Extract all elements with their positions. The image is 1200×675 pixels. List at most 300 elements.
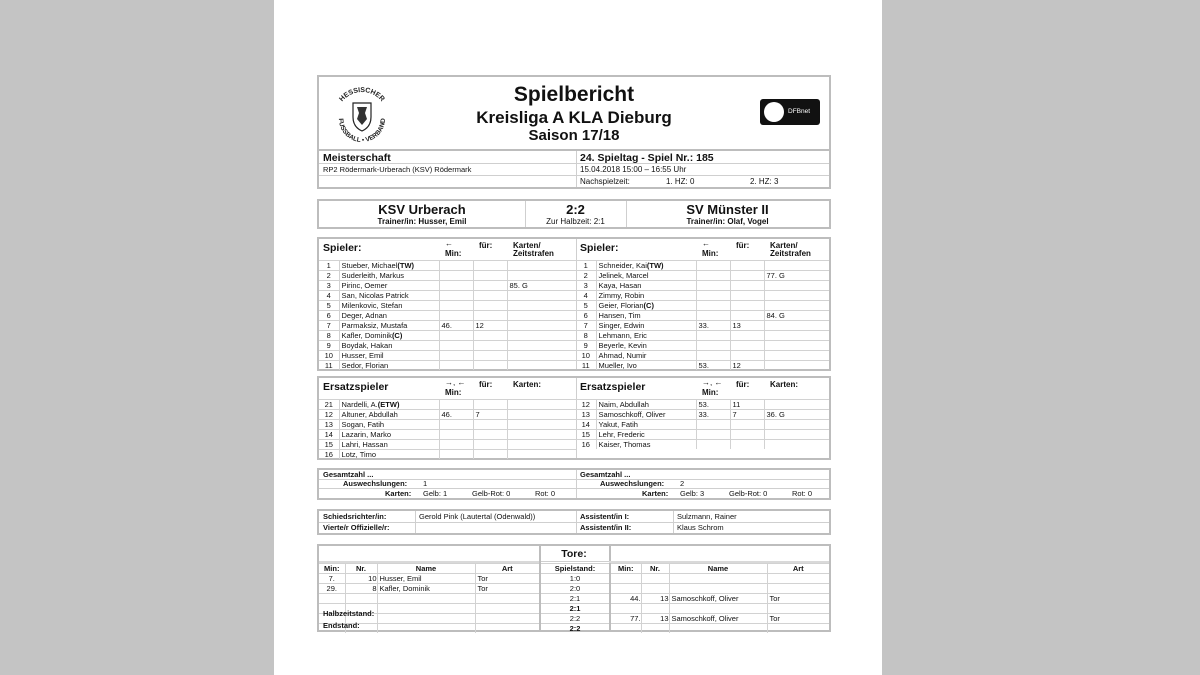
nr-col-header: Nr. [641, 564, 669, 574]
score-row [541, 614, 609, 624]
card-info: 85. G [507, 281, 576, 291]
player-role-tag: (TW) [646, 261, 664, 270]
sub-minute [696, 351, 730, 361]
home-player-row [319, 351, 576, 361]
player-number: 16 [319, 450, 339, 460]
totals-panel [317, 468, 831, 500]
away-player-row [576, 321, 829, 331]
card-info [764, 430, 829, 440]
card-info [507, 351, 576, 361]
player-name: Jelinek, Marcel [598, 271, 649, 280]
goal-player-name: Samoschkoff, Oliver [669, 594, 767, 604]
min-header: Min: [445, 249, 462, 258]
sub-minute [696, 311, 730, 321]
name-col-header: Name [377, 564, 475, 574]
sub-minute: 46. [439, 410, 473, 420]
away-goal-row [611, 594, 829, 604]
empty-cell [767, 584, 829, 594]
min-header: Min: [702, 388, 719, 397]
card-info [764, 341, 829, 351]
assistant2-name: Klaus Schrom [677, 523, 724, 532]
player-name: Hansen, Tim [598, 311, 641, 320]
cards-header: Karten: [770, 380, 799, 389]
player-name-cell [596, 400, 696, 410]
player-name-cell [339, 420, 439, 430]
player-number: 14 [319, 430, 339, 440]
cards-header: Karten/ [513, 241, 541, 250]
away-sub-row [576, 440, 829, 450]
score-progress-table [541, 563, 609, 633]
extra-time-half1: 1. HZ: 0 [666, 177, 695, 186]
home-subs-table [319, 399, 576, 459]
player-name: Sogan, Fatih [341, 420, 385, 429]
sub-for [473, 281, 507, 291]
for-header: für: [736, 241, 750, 250]
sub-minute: 53. [696, 361, 730, 371]
sub-minute [439, 291, 473, 301]
sub-for [730, 311, 764, 321]
player-name-cell [339, 271, 439, 281]
goal-player-name: Kafler, Dominik [377, 584, 475, 594]
player-number: 5 [319, 301, 339, 311]
home-player-row [319, 271, 576, 281]
player-name-cell [339, 450, 439, 460]
sub-for [730, 271, 764, 281]
away-player-row [576, 271, 829, 281]
player-number: 9 [319, 341, 339, 351]
player-number: 6 [576, 311, 596, 321]
for-header: für: [736, 380, 750, 389]
player-name: Geier, Florian [598, 301, 644, 310]
dfbnet-logo [760, 99, 820, 125]
empty-cell [475, 624, 539, 634]
sub-for [730, 430, 764, 440]
player-name: Deger, Adnan [341, 311, 387, 320]
empty-cell [767, 624, 829, 634]
away-yellow-red: Gelb-Rot: 0 [729, 489, 768, 498]
player-name-cell [339, 281, 439, 291]
final-score: 2:2 [566, 202, 585, 217]
home-subs-count: 1 [423, 479, 428, 488]
home-sub-row [319, 410, 576, 420]
sub-for [473, 361, 507, 371]
home-player-row [319, 331, 576, 341]
goal-type: Tor [767, 614, 829, 624]
away-yellow: Gelb: 3 [680, 489, 705, 498]
lineups-panel [317, 237, 831, 371]
card-info: 36. G [764, 410, 829, 420]
player-name: Beyerle, Kevin [598, 341, 647, 350]
empty-cell [475, 614, 539, 624]
goal-minute: 29. [319, 584, 345, 594]
card-info [764, 400, 829, 410]
sub-for [473, 450, 507, 460]
player-name: Parmaksiz, Mustafa [341, 321, 408, 330]
player-name: Kaya, Hasan [598, 281, 642, 290]
sub-minute [696, 331, 730, 341]
score-value: 2:2 [541, 624, 609, 634]
svg-text:FUSSBALL • VERBAND: FUSSBALL • VERBAND [336, 118, 388, 145]
goal-player-number: 13 [641, 614, 669, 624]
card-info [764, 301, 829, 311]
sub-minute [696, 420, 730, 430]
player-number: 10 [319, 351, 339, 361]
home-sub-row [319, 400, 576, 410]
empty-cell [641, 584, 669, 594]
away-sub-row [576, 420, 829, 430]
player-name-cell [596, 351, 696, 361]
match-info [317, 149, 831, 189]
sub-for [730, 331, 764, 341]
player-number: 8 [319, 331, 339, 341]
sub-for: 12 [730, 361, 764, 371]
sub-for [730, 291, 764, 301]
sub-for [730, 351, 764, 361]
card-info [764, 281, 829, 291]
goal-minute: 44. [611, 594, 641, 604]
player-number: 9 [576, 341, 596, 351]
player-number: 6 [319, 311, 339, 321]
away-goal-row [611, 624, 829, 634]
player-number: 3 [319, 281, 339, 291]
home-team: KSV Urberach [378, 202, 466, 217]
card-info [507, 341, 576, 351]
card-info [507, 361, 576, 371]
venue: RP2 Rödermark-Urberach (KSV) Rödermark [323, 165, 472, 174]
empty-cell [641, 624, 669, 634]
goal-minute: 7. [319, 574, 345, 584]
score-value: 2:0 [541, 584, 609, 594]
player-name-cell [339, 341, 439, 351]
sub-minute: 46. [439, 321, 473, 331]
type-col-header: Art [767, 564, 829, 574]
goal-player-name: Husser, Emil [377, 574, 475, 584]
card-info [507, 400, 576, 410]
sub-minute [696, 281, 730, 291]
empty-cell [475, 594, 539, 604]
sub-minute [439, 400, 473, 410]
report-title: Spielbericht [513, 83, 635, 106]
penalties-header: Zeitstrafen [770, 249, 811, 258]
home-player-row [319, 301, 576, 311]
player-name: Yakut, Fatih [598, 420, 638, 429]
away-trainer: Trainer/in: Olaf, Vogel [686, 217, 769, 226]
sub-for [473, 430, 507, 440]
player-role-tag: (C) [643, 301, 654, 310]
sub-for [730, 301, 764, 311]
min-header: Min: [702, 249, 719, 258]
home-player-row [319, 281, 576, 291]
away-goals-table [611, 563, 829, 633]
halftime-label: Halbzeitstand: [323, 609, 375, 618]
home-player-row [319, 361, 576, 371]
home-sub-row [319, 420, 576, 430]
goal-type: Tor [475, 574, 539, 584]
player-name-cell [339, 311, 439, 321]
away-goal-row [611, 584, 829, 594]
away-sub-row [576, 410, 829, 420]
subs-count-label: Auswechslungen: [600, 479, 665, 488]
card-info [507, 271, 576, 281]
away-player-row [576, 311, 829, 321]
sub-minute [696, 271, 730, 281]
sub-minute [439, 430, 473, 440]
for-header: für: [479, 241, 493, 250]
score-value: 1:0 [541, 574, 609, 584]
player-name-cell [596, 410, 696, 420]
sub-minute [439, 361, 473, 371]
player-number: 14 [576, 420, 596, 430]
player-name-cell [339, 301, 439, 311]
extra-time-label: Nachspielzeit: [580, 177, 630, 186]
goal-player-name: Samoschkoff, Oliver [669, 614, 767, 624]
sub-minute [439, 331, 473, 341]
arrow-swap-icon: →, ← [702, 378, 723, 387]
empty-cell [611, 584, 641, 594]
totals-label: Gesamtzahl ... [323, 470, 374, 479]
assistant1-label: Assistent/in I: [580, 512, 630, 521]
goal-type: Tor [767, 594, 829, 604]
dfb-emblem-icon [764, 102, 784, 122]
sub-for [473, 301, 507, 311]
player-number: 1 [319, 261, 339, 271]
type-col-header: Art [475, 564, 539, 574]
away-goal-row [611, 614, 829, 624]
player-number: 7 [319, 321, 339, 331]
player-name-cell [596, 361, 696, 371]
arrow-out-icon: ← [702, 239, 710, 248]
card-info [507, 291, 576, 301]
sub-minute [439, 281, 473, 291]
player-name-cell [339, 261, 439, 271]
empty-cell [669, 604, 767, 614]
away-team: SV Münster II [686, 202, 769, 217]
arrow-swap-icon: →, ← [445, 378, 466, 387]
away-goal-row [611, 604, 829, 614]
score-panel [317, 199, 831, 229]
away-player-row [576, 301, 829, 311]
home-sub-row [319, 450, 576, 460]
away-player-row [576, 331, 829, 341]
home-red: Rot: 0 [535, 489, 556, 498]
players-header: Spieler: [323, 242, 362, 254]
empty-cell [611, 624, 641, 634]
sub-for [473, 311, 507, 321]
card-info [507, 301, 576, 311]
player-name: Lehr, Frederic [598, 430, 645, 439]
card-info [507, 321, 576, 331]
away-player-row [576, 281, 829, 291]
sub-for [473, 291, 507, 301]
season-title: Saison 17/18 [528, 127, 620, 144]
goal-type: Tor [475, 584, 539, 594]
sub-minute: 53. [696, 400, 730, 410]
player-number: 15 [319, 440, 339, 450]
cards-header: Karten: [513, 380, 542, 389]
player-name-cell [596, 321, 696, 331]
sub-minute [439, 420, 473, 430]
home-sub-row [319, 440, 576, 450]
empty-cell [669, 584, 767, 594]
player-number: 11 [576, 361, 596, 371]
player-name-cell [339, 410, 439, 420]
subs-count-label: Auswechslungen: [343, 479, 408, 488]
empty-cell [641, 604, 669, 614]
player-name-cell [596, 440, 696, 450]
card-info [507, 420, 576, 430]
player-name: Nardelli, A. [341, 400, 378, 409]
home-players-table [319, 260, 576, 370]
empty-cell [377, 604, 475, 614]
card-info [764, 321, 829, 331]
card-info [764, 331, 829, 341]
player-role-tag: (C) [391, 331, 403, 340]
sub-for [473, 271, 507, 281]
empty-cell [669, 574, 767, 584]
card-info [507, 311, 576, 321]
score-row [541, 574, 609, 584]
player-number: 10 [576, 351, 596, 361]
player-name-cell [339, 321, 439, 331]
goal-minute: 77. [611, 614, 641, 624]
player-number: 12 [319, 410, 339, 420]
player-name: Lehmann, Eric [598, 331, 647, 340]
player-number: 2 [319, 271, 339, 281]
player-name-cell [596, 331, 696, 341]
empty-cell [377, 614, 475, 624]
sub-minute: 33. [696, 321, 730, 331]
score-row [541, 624, 609, 634]
player-number: 1 [576, 261, 596, 271]
totals-label: Gesamtzahl ... [580, 470, 631, 479]
card-info [507, 440, 576, 450]
home-player-row [319, 291, 576, 301]
sub-minute [696, 440, 730, 450]
sub-minute [696, 430, 730, 440]
match-datetime: 15.04.2018 15:00 – 16:55 Uhr [580, 165, 687, 174]
score-header-row [541, 564, 609, 574]
player-name-cell [596, 311, 696, 321]
player-name-cell [339, 361, 439, 371]
home-trainer: Trainer/in: Husser, Emil [377, 217, 467, 226]
league-title: Kreisliga A KLA Dieburg [476, 108, 672, 127]
score-row [541, 584, 609, 594]
player-name-cell [596, 271, 696, 281]
for-header: für: [479, 380, 493, 389]
subs-header: Ersatzspieler [323, 381, 389, 393]
empty-cell [345, 594, 377, 604]
home-yellow-red: Gelb-Rot: 0 [472, 489, 511, 498]
away-player-row [576, 351, 829, 361]
sub-minute [439, 351, 473, 361]
player-name: Boydak, Hakan [341, 341, 393, 350]
score-value: 2:1 [541, 594, 609, 604]
player-name-cell [339, 351, 439, 361]
away-player-row [576, 261, 829, 271]
player-name: Stueber, Michael [341, 261, 398, 270]
goals-header: Tore: [561, 548, 587, 560]
player-name: Altuner, Abdullah [341, 410, 398, 419]
card-info [764, 351, 829, 361]
sub-minute [439, 311, 473, 321]
player-name: Lazarin, Marko [341, 430, 392, 439]
sub-for [730, 420, 764, 430]
report-header [317, 75, 831, 151]
player-name-cell [596, 420, 696, 430]
card-info [507, 261, 576, 271]
empty-cell [377, 624, 475, 634]
goal-player-number: 13 [641, 594, 669, 604]
svg-text:HESSISCHER: HESSISCHER [338, 86, 386, 104]
sub-minute [439, 261, 473, 271]
fourth-official-label: Vierte/r Offizielle/r: [323, 523, 390, 532]
away-subs-table [576, 399, 829, 449]
competition: Meisterschaft [323, 152, 391, 164]
referee-name: Gerold Pink (Lautertal (Odenwald)) [419, 512, 536, 521]
score-value: 2:2 [541, 614, 609, 624]
home-player-row [319, 341, 576, 351]
away-player-row [576, 291, 829, 301]
assistant1-name: Sulzmann, Rainer [677, 512, 737, 521]
player-number: 13 [319, 420, 339, 430]
player-number: 15 [576, 430, 596, 440]
score-value: 2:1 [541, 604, 609, 614]
home-sub-row [319, 430, 576, 440]
player-name: Mueller, Ivo [598, 361, 637, 370]
player-number: 4 [319, 291, 339, 301]
goals-header-row [611, 564, 829, 574]
player-name: Suderleith, Markus [341, 271, 405, 280]
sub-for: 7 [473, 410, 507, 420]
player-name: Samoschkoff, Oliver [598, 410, 666, 419]
player-name: Schneider, Kai [598, 261, 647, 270]
player-number: 16 [576, 440, 596, 450]
sub-for [473, 420, 507, 430]
player-name-cell [596, 261, 696, 271]
player-role-tag: (ETW) [377, 400, 400, 409]
sub-minute: 33. [696, 410, 730, 420]
sub-minute [439, 301, 473, 311]
sub-for: 13 [730, 321, 764, 331]
empty-cell [641, 574, 669, 584]
card-info [507, 430, 576, 440]
penalties-header: Zeitstrafen [513, 249, 554, 258]
card-info [764, 261, 829, 271]
sub-minute [439, 450, 473, 460]
sub-for [473, 261, 507, 271]
min-header: Min: [445, 388, 462, 397]
matchday: 24. Spieltag - Spiel Nr.: 185 [580, 152, 714, 164]
final-label: Endstand: [323, 621, 360, 630]
player-name: Kafler, Dominik [341, 331, 392, 340]
sub-for [473, 331, 507, 341]
player-name-cell [339, 440, 439, 450]
player-name: Kaiser, Thomas [598, 440, 651, 449]
name-col-header: Name [669, 564, 767, 574]
player-name: Sedor, Florian [341, 361, 389, 370]
player-name: Zimmy, Robin [598, 291, 645, 300]
goals-panel [317, 544, 831, 632]
player-number: 2 [576, 271, 596, 281]
card-info [507, 450, 576, 460]
player-name-cell [596, 341, 696, 351]
player-name-cell [339, 331, 439, 341]
home-player-row [319, 261, 576, 271]
away-subs-count: 2 [680, 479, 685, 488]
player-name: San, Nicolas Patrick [341, 291, 409, 300]
player-name-cell [596, 281, 696, 291]
player-name: Ahmad, Numir [598, 351, 647, 360]
